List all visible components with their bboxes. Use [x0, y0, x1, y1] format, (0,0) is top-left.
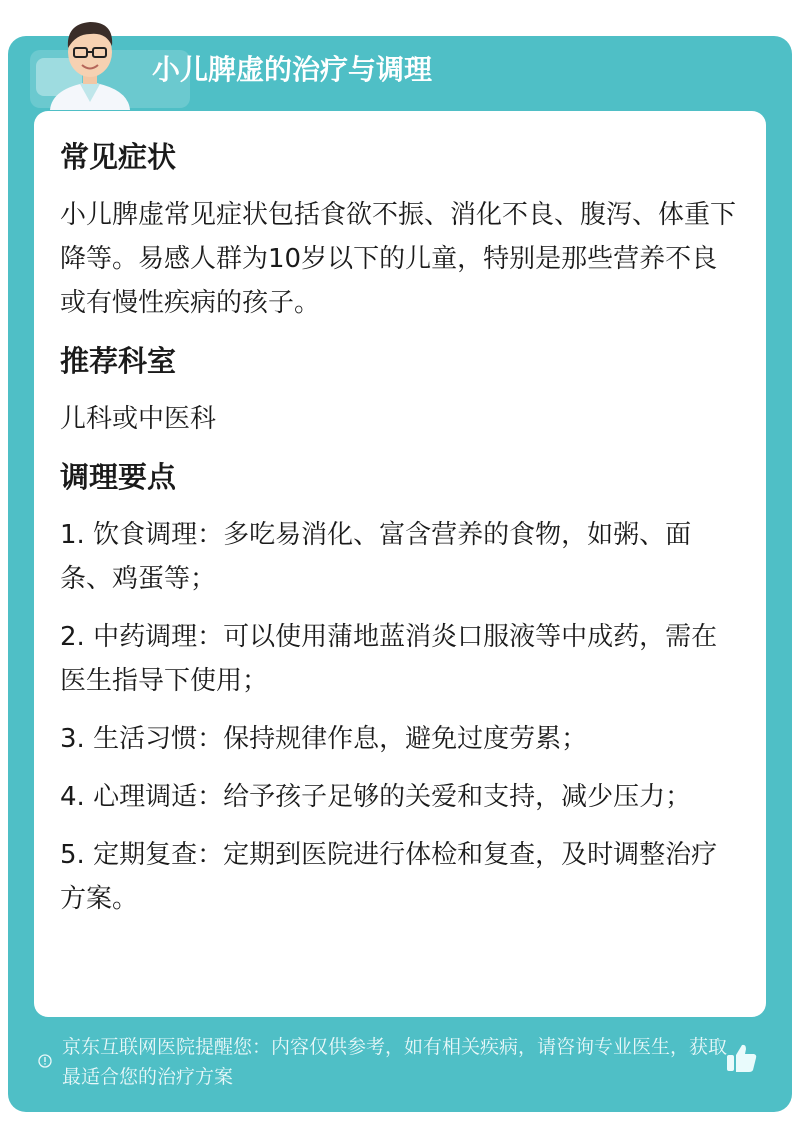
department-text: 儿科或中医科 — [60, 404, 217, 434]
page-title: 小儿脾虚的治疗与调理 — [152, 53, 433, 86]
doctor-avatar — [40, 10, 140, 110]
disclaimer-text: 京东互联网医院提醒您：内容仅供参考，如有相关疾病，请咨询专业医生，获取最适合您的治疗方案 — [62, 1036, 728, 1088]
section-title-symptoms: 常见症状 — [60, 140, 177, 174]
section-title-department: 推荐科室 — [60, 344, 177, 378]
content-card — [34, 111, 766, 1017]
list-item: 4. 心理调适：给予孩子足够的关爱和支持，减少压力； — [60, 782, 692, 812]
symptoms-text: 小儿脾虚常见症状包括食欲不振、消化不良、腹泻、体重下降等。易感人群为10岁以下的儿童，特别是那些营养不良或有慢性疾病的孩子。 — [60, 200, 737, 318]
list-item: 3. 生活习惯：保持规律作息，避免过度劳累； — [60, 724, 588, 754]
info-icon — [38, 1054, 52, 1068]
thumbs-up-icon[interactable] — [724, 1040, 760, 1076]
list-item: 1. 饮食调理：多吃易消化、富含营养的食物，如粥、面条、鸡蛋等； — [60, 520, 692, 594]
list-item: 2. 中药调理：可以使用蒲地蓝消炎口服液等中成药，需在医生指导下使用； — [60, 622, 718, 696]
list-item: 5. 定期复查：定期到医院进行体检和复查，及时调整治疗方案。 — [60, 840, 718, 914]
section-title-care: 调理要点 — [60, 460, 177, 494]
